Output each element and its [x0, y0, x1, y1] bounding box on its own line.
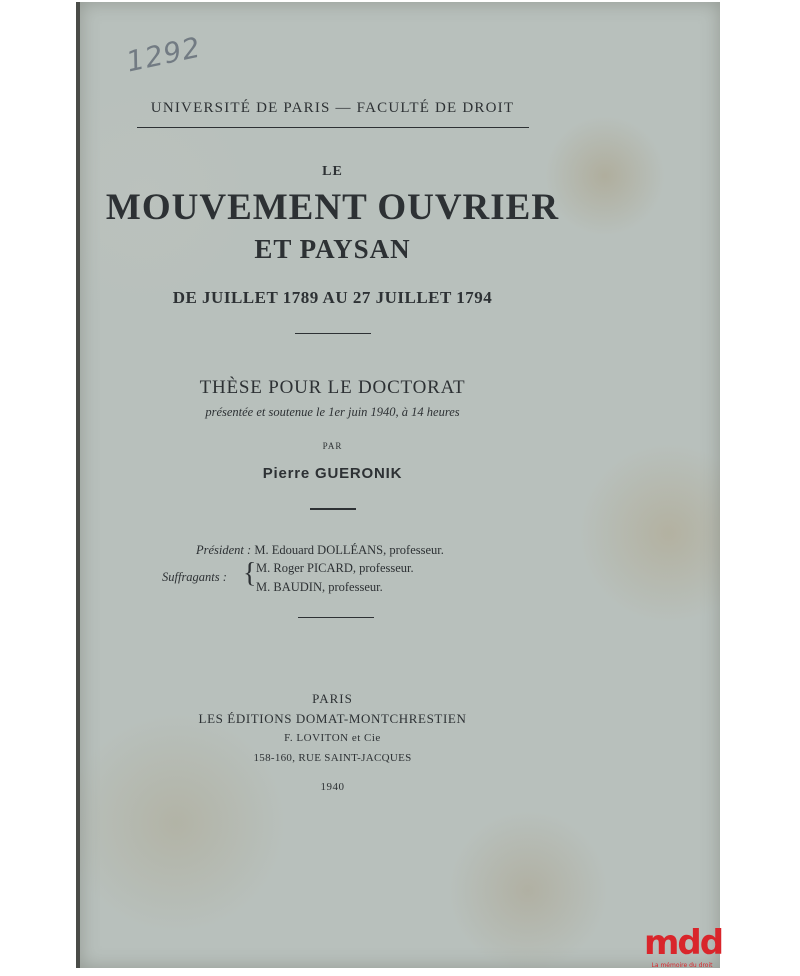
divider-rule	[295, 333, 371, 334]
logo-tagline: La mémoire du droit	[651, 962, 713, 969]
by-label: PAR	[322, 441, 343, 451]
title-main: MOUVEMENT OUVRIER	[105, 187, 560, 228]
thesis-heading: THÈSE POUR LE DOCTORAT	[199, 377, 466, 398]
university-heading: UNIVERSITÉ DE PARIS — FACULTÉ DE DROIT	[150, 100, 515, 116]
logo-text: mdd	[644, 923, 723, 963]
president-label: Président :	[196, 543, 252, 557]
heading-rule	[137, 127, 529, 128]
jury-member: M. Roger PICARD, professeur.	[256, 561, 414, 575]
jury-member: M. BAUDIN, professeur.	[256, 580, 383, 594]
imprint-printer: F. LOVITON et Cie	[284, 732, 381, 744]
author-name: Pierre GUERONIK	[262, 465, 403, 482]
president-name: M. Edouard DOLLÉANS, professeur.	[254, 543, 444, 557]
brace-icon: {	[243, 558, 257, 589]
imprint-address: 158-160, RUE SAINT-JACQUES	[253, 752, 412, 764]
imprint-city: PARIS	[312, 691, 353, 706]
title-sub: ET PAYSAN	[254, 234, 411, 264]
divider-rule	[298, 617, 374, 618]
title-article: LE	[322, 164, 343, 179]
suffragants-label: Suffragants :	[162, 570, 227, 584]
divider-rule	[310, 508, 356, 510]
imprint-year: 1940	[320, 781, 345, 793]
mdd-logo	[644, 923, 723, 972]
imprint-publisher: LES ÉDITIONS DOMAT-MONTCHRESTIEN	[198, 711, 467, 726]
title-dates: DE JUILLET 1789 AU 27 JUILLET 1794	[172, 288, 493, 307]
defense-line: présentée et soutenue le 1er juin 1940, à 14 heures	[205, 405, 460, 419]
handwritten-shelf-mark: 1292	[123, 30, 204, 79]
jury-president-line	[196, 543, 444, 558]
book-cover	[80, 2, 723, 968]
